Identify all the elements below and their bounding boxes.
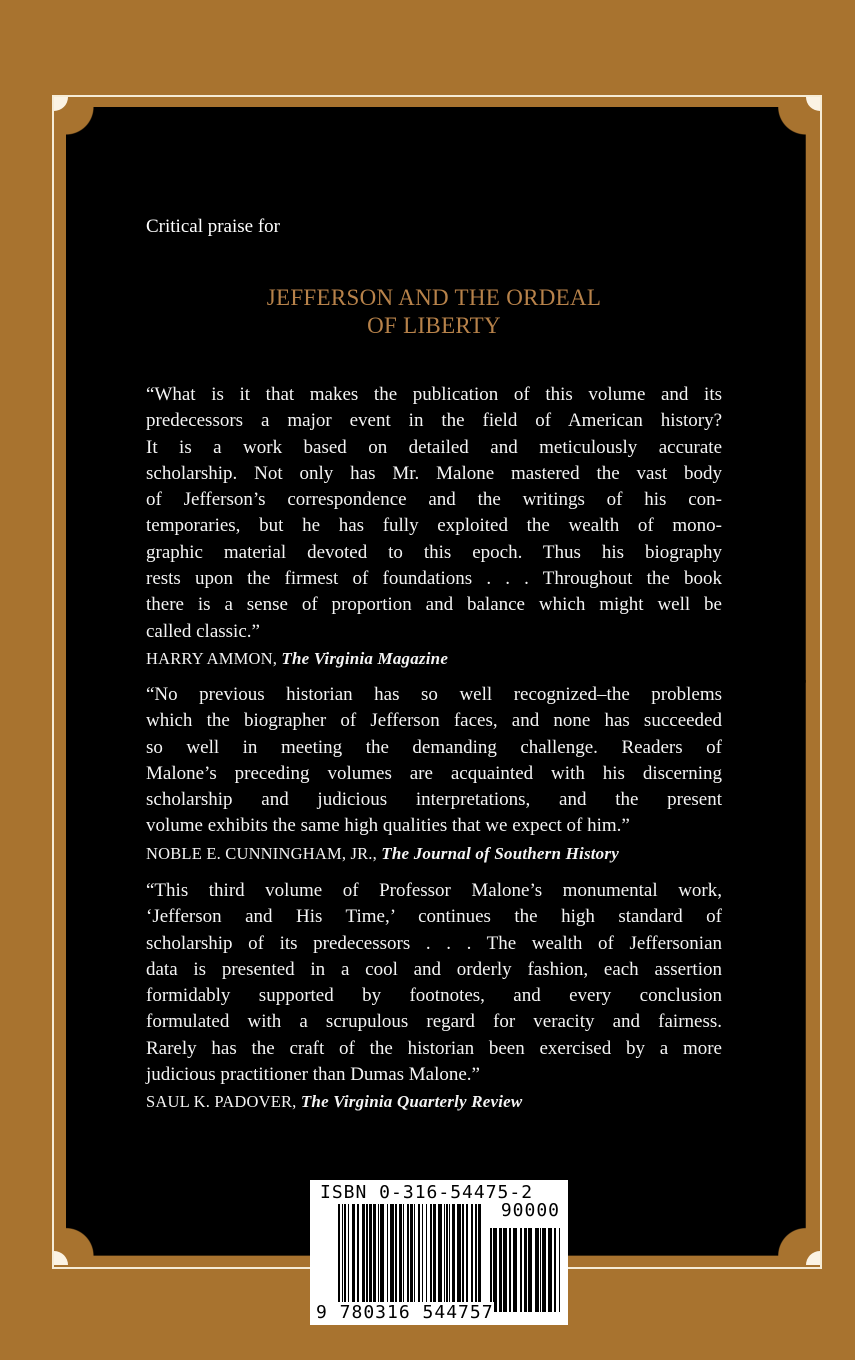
ean-number: 9 780316 544757: [316, 1302, 494, 1323]
quote-line: formulated with a scrupulous regard for veracity and fairness.: [146, 1011, 722, 1033]
quote-line: ‘Jefferson and His Time,’ continues the high standard of: [146, 906, 722, 928]
barcode-bar: [554, 1228, 556, 1312]
barcode-bar: [509, 1228, 511, 1312]
intro-text: Critical praise for: [146, 216, 281, 237]
isbn-barcode: [310, 1180, 568, 1325]
barcode-bar: [387, 1204, 388, 1314]
barcode-bar: [395, 1204, 397, 1314]
barcode-bar: [407, 1204, 409, 1314]
barcode-bar: [540, 1228, 541, 1312]
quote-line: called classic.”: [146, 620, 260, 642]
barcode-addon-bars: [490, 1228, 562, 1312]
quote-2: [146, 682, 722, 867]
quote-line: temporaries, but he has fully exploited the wealth of mono-: [146, 515, 722, 537]
barcode-bar: [524, 1228, 527, 1312]
barcode-bar: [475, 1204, 477, 1314]
quote-line: “This third volume of Professor Malone’s monumental work,: [146, 880, 722, 901]
barcode-bar: [466, 1204, 468, 1314]
barcode-bar: [542, 1228, 546, 1312]
barcode-bar: [399, 1204, 402, 1314]
barcode-bar: [426, 1204, 427, 1314]
quote-line: which the biographer of Jefferson faces, and none has succeeded: [146, 710, 722, 732]
barcode-bar: [366, 1204, 368, 1314]
barcode-bars: [338, 1204, 484, 1314]
barcode-bar: [430, 1204, 432, 1314]
barcode-bar: [548, 1228, 552, 1312]
quote-line: “What is it that makes the publication of this volume and its: [146, 384, 722, 405]
quote-line: rests upon the firmest of foundations . . . Throughout the book: [146, 568, 722, 590]
barcode-bar: [357, 1204, 359, 1314]
barcode-bar: [493, 1228, 497, 1312]
barcode-bar: [503, 1228, 507, 1312]
barcode-bar: [410, 1204, 413, 1314]
quote-attribution: [146, 646, 722, 672]
barcode-bar: [438, 1204, 442, 1314]
book-title-line-1: JEFFERSON AND THE ORDEAL: [266, 285, 602, 310]
quote-line: of Jefferson’s correspondence and the writings of his con-: [146, 489, 722, 511]
barcode-bar: [478, 1204, 481, 1314]
barcode-bar: [471, 1204, 473, 1314]
barcode-bar: [444, 1204, 445, 1314]
barcode-bar: [342, 1204, 343, 1314]
quote-line: predecessors a major event in the field of American history?: [146, 410, 722, 432]
quote-line: judicious practitioner than Dumas Malone.”: [146, 1064, 480, 1086]
quote-line: graphic material devoted to this epoch. Thus his biography: [146, 541, 722, 563]
reviewer-name: HARRY AMMON,: [146, 648, 282, 668]
quote-line: scholarship of its predecessors . . . The wealth of Jeffersonian: [146, 932, 722, 954]
quote-line: scholarship and judicious interpretations, and the present: [146, 789, 722, 811]
barcode-bar: [528, 1228, 532, 1312]
quote-line: scholarship. Not only has Mr. Malone mastered the vast body: [146, 462, 722, 484]
barcode-bar: [513, 1228, 517, 1312]
barcode-bar: [462, 1204, 464, 1314]
barcode-bar: [490, 1228, 492, 1312]
book-title-line-2: OF LIBERTY: [367, 313, 501, 338]
quote-line: It is a work based on detailed and meticulously accurate: [146, 436, 722, 458]
quote-1: [146, 382, 722, 672]
barcode-bar: [457, 1204, 461, 1314]
barcode-bar: [369, 1204, 372, 1314]
barcode-bar: [352, 1204, 355, 1314]
publication-name: The Virginia Magazine: [281, 648, 449, 668]
barcode-bar: [362, 1204, 365, 1314]
quote-line: “No previous historian has so well recognized–the problems: [146, 684, 722, 705]
isbn-text: ISBN 0-316-54475-2: [320, 1182, 534, 1203]
barcode-bar: [344, 1204, 346, 1314]
quote-3: [146, 878, 722, 1116]
reviewer-name: NOBLE E. CUNNINGHAM, JR.,: [146, 843, 382, 863]
barcode-bar: [403, 1204, 404, 1314]
publication-name: The Virginia Quarterly Review: [300, 1092, 523, 1112]
barcode-bar: [559, 1228, 560, 1312]
barcode-bar: [449, 1204, 450, 1314]
quote-attribution: [146, 841, 722, 867]
quote-line: there is a sense of proportion and balance which might well be: [146, 594, 722, 616]
barcode-bar: [378, 1204, 379, 1314]
barcode-bar: [499, 1228, 502, 1312]
quote-line: Malone’s preceding volumes are acquainted with his discerning: [146, 762, 722, 784]
barcode-bar: [520, 1228, 522, 1312]
barcode-bar: [380, 1204, 384, 1314]
barcode-bar: [433, 1204, 436, 1314]
quote-line: so well in meeting the demanding challenge. Readers of: [146, 736, 722, 758]
quote-line: data is presented in a cool and orderly fashion, each assertion: [146, 958, 722, 980]
barcode-bar: [338, 1204, 340, 1314]
barcode-bar: [418, 1204, 420, 1314]
quote-attribution: [146, 1089, 722, 1115]
reviewer-name: SAUL K. PADOVER,: [146, 1092, 301, 1112]
price-code: 90000: [500, 1200, 560, 1221]
barcode-bar: [414, 1204, 415, 1314]
barcode-bar: [535, 1228, 539, 1312]
quote-line: volume exhibits the same high qualities that we expect of him.”: [146, 815, 630, 837]
barcode-bar: [446, 1204, 448, 1314]
barcode-bar: [348, 1204, 349, 1314]
barcode-bar: [422, 1204, 423, 1314]
barcode-bar: [390, 1204, 394, 1314]
publication-name: The Journal of Southern History: [381, 843, 619, 863]
barcode-bar: [452, 1204, 455, 1314]
quote-line: formidably supported by footnotes, and every conclusion: [146, 985, 722, 1007]
barcode-bar: [373, 1204, 376, 1314]
quote-line: Rarely has the craft of the historian been exercised by a more: [146, 1037, 722, 1059]
